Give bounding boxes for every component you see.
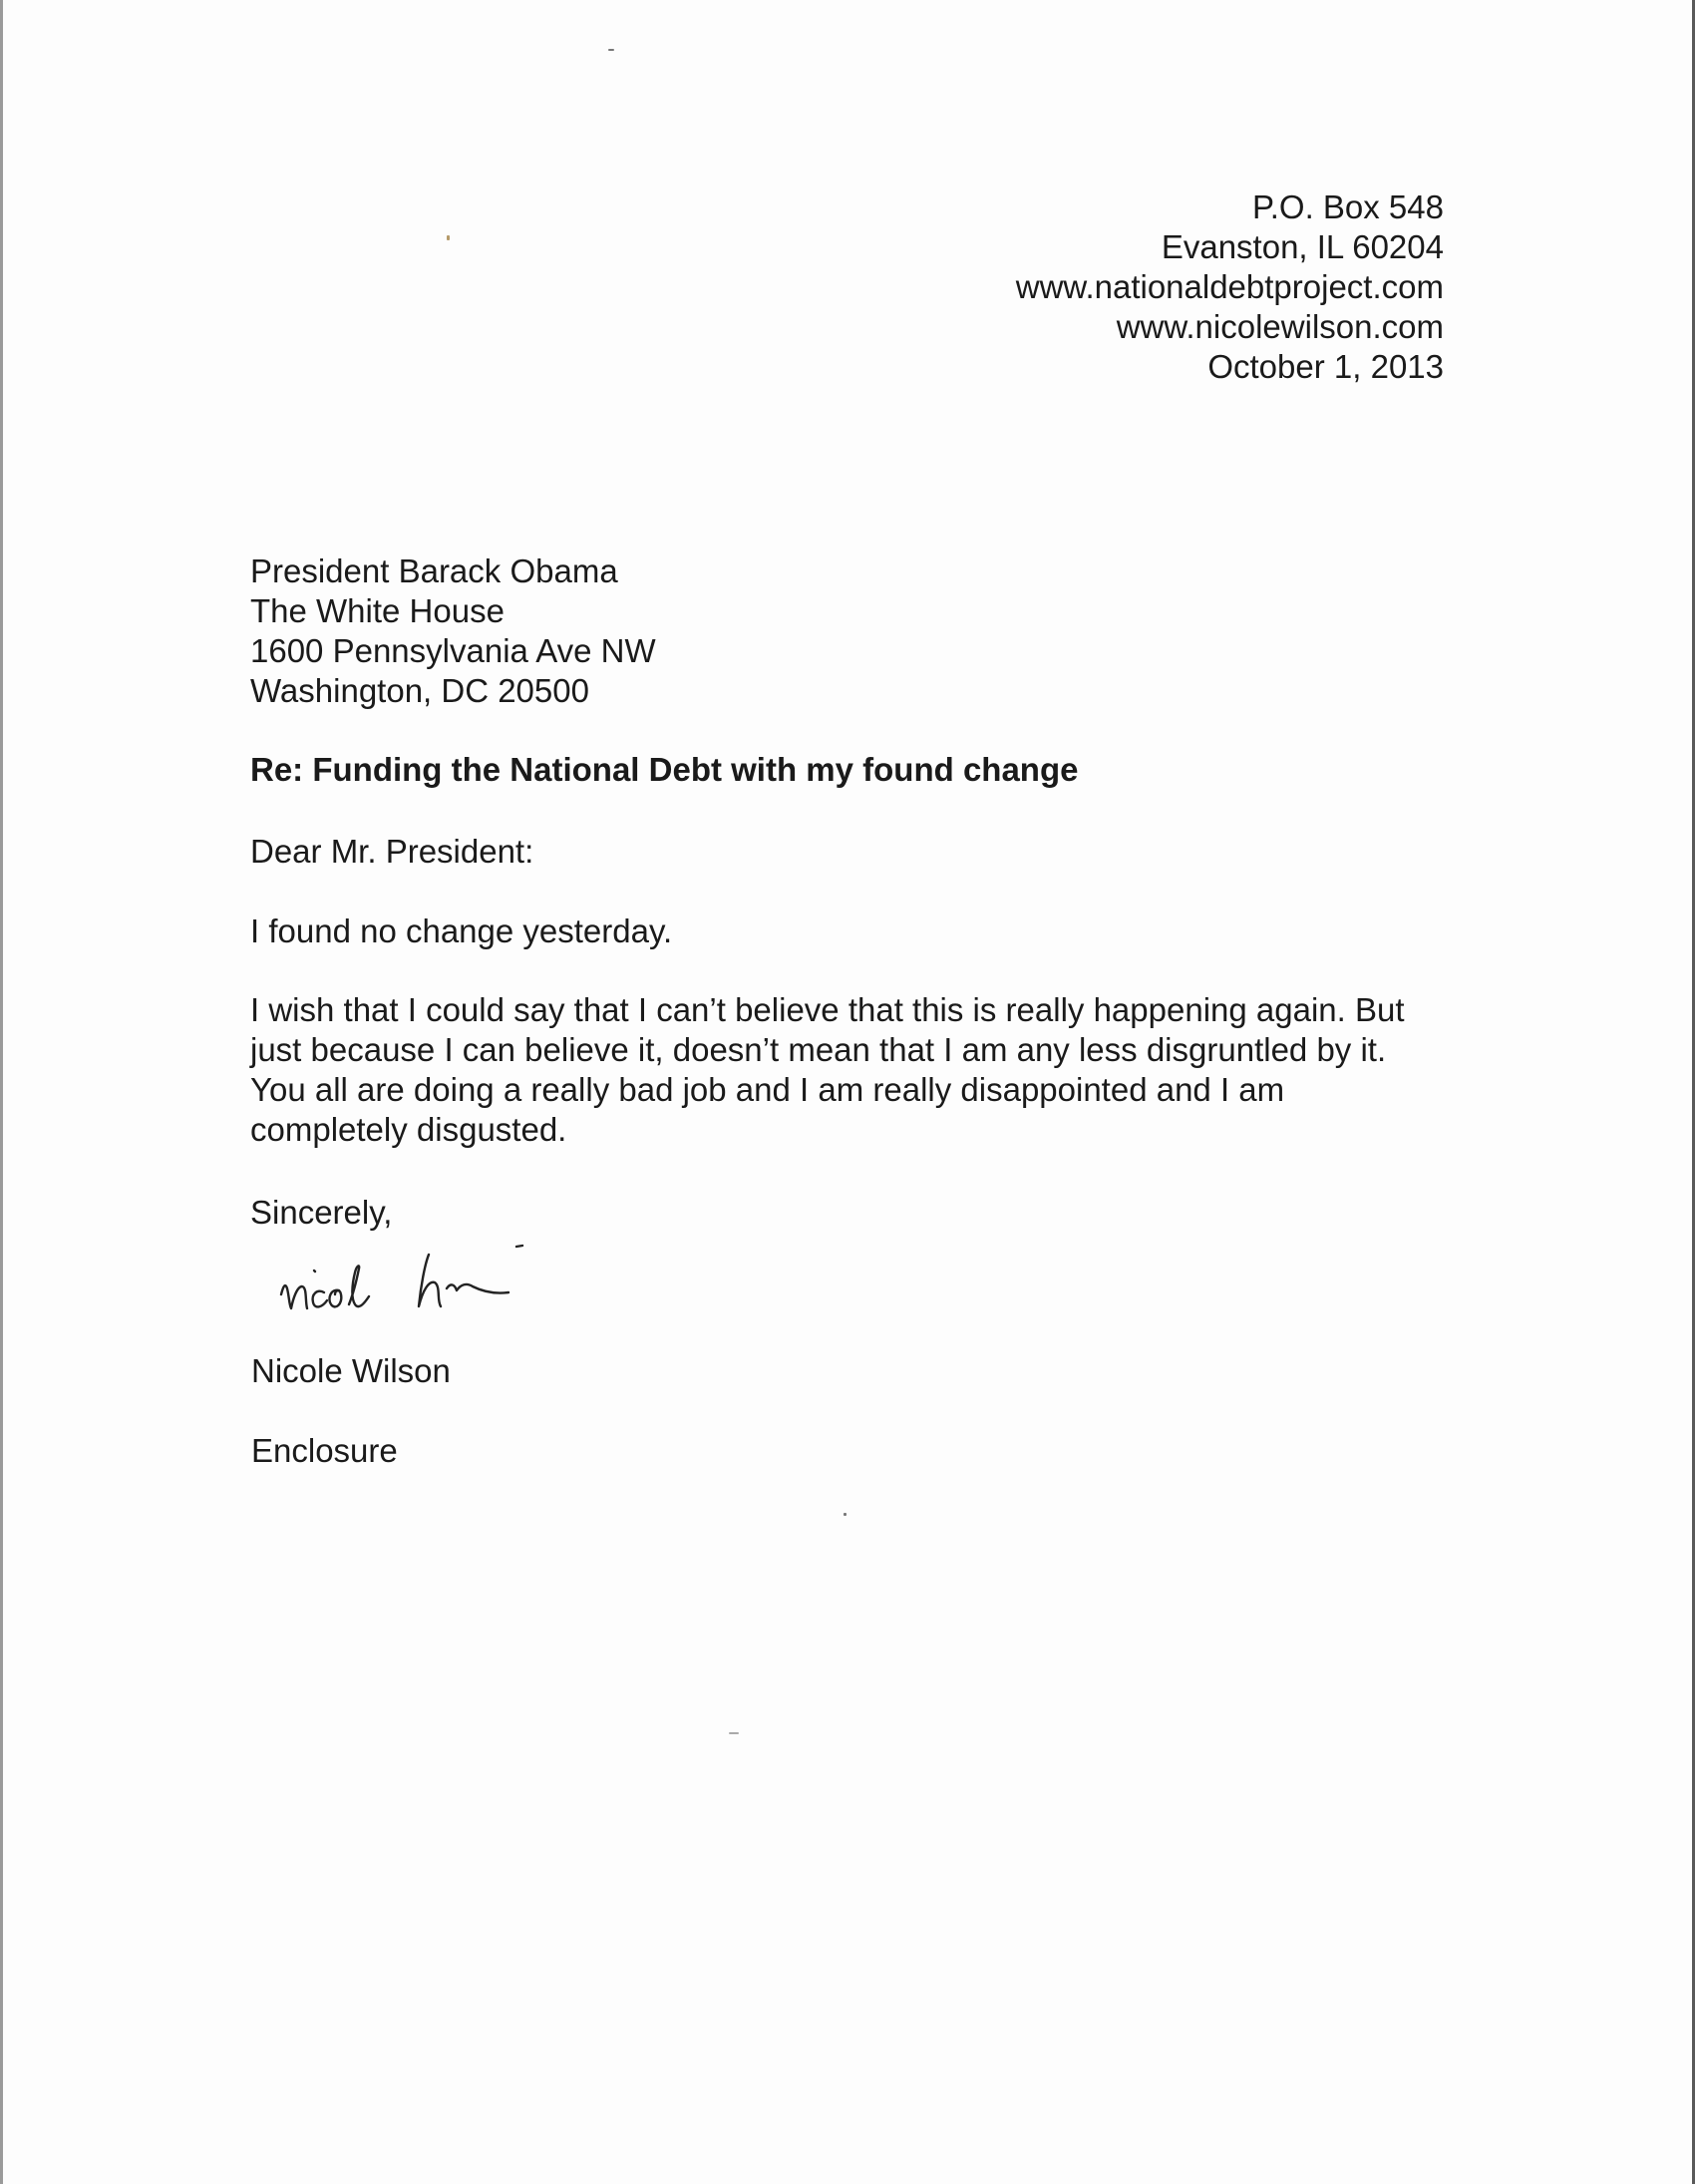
handwritten-signature: [269, 1225, 568, 1334]
signer-name: Nicole Wilson: [251, 1352, 451, 1389]
sender-website-1: www.nationaldebtproject.com: [1015, 268, 1444, 305]
scan-edge-left: [0, 0, 3, 2184]
salutation: Dear Mr. President:: [250, 833, 534, 870]
body-paragraph-2: [250, 990, 1405, 1150]
scan-speck: [447, 235, 450, 240]
sender-address-block: [1016, 187, 1444, 387]
body-paragraph-2-line: You all are doing a really bad job and I am really disappointed and I am: [250, 1071, 1285, 1108]
recipient-name: President Barack Obama: [250, 552, 618, 589]
scan-speck: [844, 1513, 847, 1516]
letter-date: October 1, 2013: [1207, 348, 1444, 385]
sender-po-box: P.O. Box 548: [1251, 188, 1444, 225]
subject-line: Re: Funding the National Debt with my found change: [250, 751, 1079, 788]
recipient-city-state-zip: Washington, DC 20500: [250, 672, 589, 709]
closing: Sincerely,: [250, 1194, 393, 1231]
scan-speck: [608, 49, 614, 51]
sender-city-state-zip: Evanston, IL 60204: [1161, 228, 1444, 265]
enclosure-notation: Enclosure: [251, 1432, 398, 1469]
sender-website-2: www.nicolewilson.com: [1116, 308, 1444, 345]
recipient-address-block: [250, 551, 656, 711]
body-paragraph-1: I found no change yesterday.: [250, 912, 673, 949]
recipient-organization: The White House: [250, 592, 505, 629]
recipient-street: 1600 Pennsylvania Ave NW: [250, 632, 656, 669]
body-paragraph-2-line: completely disgusted.: [250, 1111, 567, 1148]
body-paragraph-2-line: I wish that I could say that I can’t believe that this is really happening again. But: [250, 991, 1405, 1028]
body-paragraph-2-line: just because I can believe it, doesn’t mean that I am any less disgruntled by it.: [250, 1031, 1387, 1068]
scan-speck: [729, 1732, 739, 1734]
